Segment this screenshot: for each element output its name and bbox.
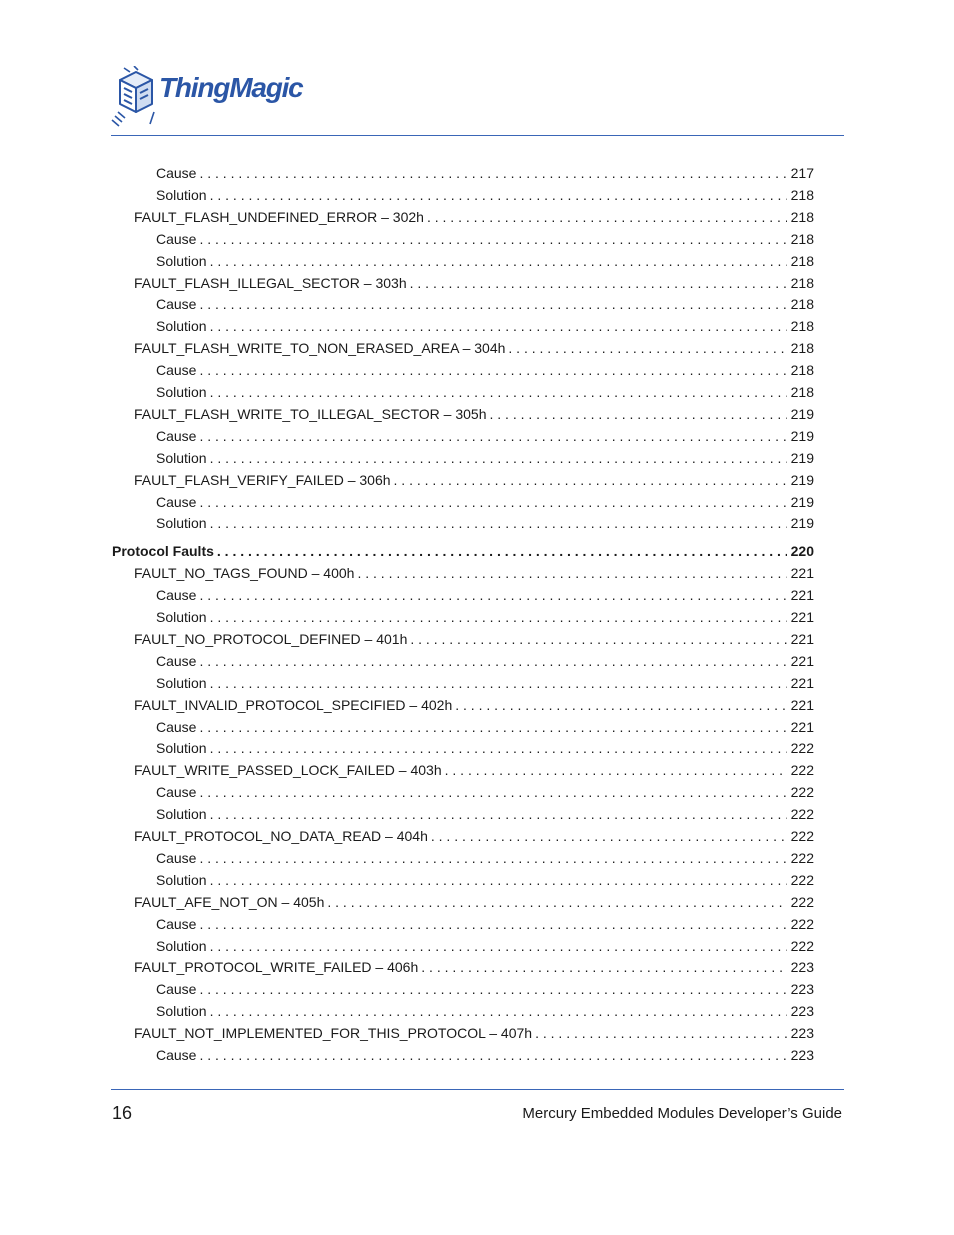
toc-entry-page: 218 <box>790 208 814 225</box>
toc-entry-page: 222 <box>790 893 814 910</box>
toc-entry-title: Solution <box>156 609 207 625</box>
toc-topic-entry[interactable] <box>134 469 814 491</box>
toc-entry-title: Solution <box>156 1003 207 1020</box>
toc-entry-title: FAULT_PROTOCOL_WRITE_FAILED – 406h <box>134 959 419 976</box>
toc-subtopic-entry[interactable] <box>156 491 814 513</box>
toc-topic-entry[interactable] <box>134 562 814 584</box>
toc-dot-leader <box>427 206 787 228</box>
toc-dot-leader <box>210 803 787 825</box>
toc-topic-entry[interactable] <box>134 694 814 716</box>
toc-topic-entry[interactable] <box>134 825 814 847</box>
toc-entry-page: 218 <box>790 252 814 269</box>
toc-entry-title: Solution <box>156 740 207 757</box>
toc-entry-title: FAULT_FLASH_WRITE_TO_NON_ERASED_AREA – 304h <box>134 340 506 357</box>
toc-entry-title: FAULT_NO_PROTOCOL_DEFINED – 401h <box>134 630 408 647</box>
toc-entry-title: FAULT_FLASH_WRITE_TO_ILLEGAL_SECTOR – 305h <box>134 405 487 422</box>
toc-topic-entry[interactable] <box>134 1022 814 1044</box>
toc-entry-page: 218 <box>790 186 814 203</box>
footer-divider <box>111 1089 844 1090</box>
toc-dot-leader <box>199 716 786 738</box>
toc-dot-leader <box>327 891 786 913</box>
toc-subtopic-entry[interactable] <box>156 803 814 825</box>
toc-dot-leader <box>199 162 786 184</box>
toc-dot-leader <box>210 869 787 891</box>
toc-entry-page: 221 <box>790 565 814 582</box>
thingmagic-logo <box>110 66 325 130</box>
toc-entry-page: 221 <box>790 652 814 669</box>
toc-entry-title: Cause <box>156 493 197 510</box>
toc-entry-title: Solution <box>156 252 207 269</box>
toc-subtopic-entry[interactable] <box>156 869 814 891</box>
toc-entry-page: 221 <box>790 609 814 625</box>
toc-topic-entry[interactable] <box>134 403 814 425</box>
toc-dot-leader <box>199 847 786 869</box>
toc-entry-page: 221 <box>790 587 814 604</box>
toc-entry-title: FAULT_FLASH_ILLEGAL_SECTOR – 303h <box>134 274 407 291</box>
thingmagic-cube-icon <box>110 66 160 130</box>
header-divider <box>111 135 844 136</box>
toc-entry-page: 221 <box>790 630 814 647</box>
toc-subtopic-entry[interactable] <box>156 978 814 1000</box>
toc-entry-title: Cause <box>156 587 197 604</box>
toc-dot-leader <box>357 562 786 584</box>
toc-topic-entry[interactable] <box>134 272 814 294</box>
toc-dot-leader <box>199 584 786 606</box>
toc-entry-title: FAULT_PROTOCOL_NO_DATA_READ – 404h <box>134 828 428 844</box>
document-title: Mercury Embedded Modules Developer’s Guide <box>522 1105 842 1122</box>
toc-topic-entry[interactable] <box>134 337 814 359</box>
toc-topic-entry[interactable] <box>134 759 814 781</box>
toc-dot-leader <box>445 759 787 781</box>
toc-entry-title: Cause <box>156 1047 197 1063</box>
toc-entry-page: 222 <box>790 871 814 888</box>
toc-entry-page: 218 <box>790 274 814 291</box>
page-number: 16 <box>112 1103 133 1123</box>
toc-dot-leader <box>199 781 786 803</box>
toc-subtopic-entry[interactable] <box>156 1044 814 1066</box>
toc-entry-title: Cause <box>156 362 197 379</box>
toc-entry-title: FAULT_AFE_NOT_ON – 405h <box>134 893 325 910</box>
toc-entry-title: FAULT_INVALID_PROTOCOL_SPECIFIED – 402h <box>134 696 453 713</box>
toc-dot-leader <box>421 956 786 978</box>
toc-dot-leader <box>210 250 787 272</box>
logo-wordmark: ThingMagic <box>159 72 303 103</box>
toc-entry-title: Solution <box>156 449 207 466</box>
toc-entry-page: 220 <box>790 543 814 560</box>
toc-subtopic-entry[interactable] <box>156 737 814 759</box>
toc-entry-page: 222 <box>790 915 814 932</box>
toc-subtopic-entry[interactable] <box>156 716 814 738</box>
toc-entry-page: 223 <box>790 1025 814 1042</box>
toc-entry-title: Cause <box>156 915 197 932</box>
toc-entry-page: 222 <box>790 740 814 757</box>
toc-entry-title: Cause <box>156 165 197 181</box>
toc-subtopic-entry[interactable] <box>156 228 814 250</box>
toc-entry-page: 218 <box>790 340 814 357</box>
toc-entry-page: 218 <box>790 296 814 313</box>
toc-dot-leader <box>199 650 786 672</box>
toc-entry-title: FAULT_FLASH_UNDEFINED_ERROR – 302h <box>134 208 424 225</box>
toc-topic-entry[interactable] <box>134 891 814 913</box>
toc-entry-title: Cause <box>156 652 197 669</box>
toc-dot-leader <box>210 315 787 337</box>
toc-dot-leader <box>210 606 787 628</box>
toc-topic-entry[interactable] <box>134 628 814 650</box>
toc-subtopic-entry[interactable] <box>156 381 814 403</box>
toc-dot-leader <box>489 403 786 425</box>
toc-entry-page: 219 <box>790 471 814 488</box>
toc-entry-page: 219 <box>790 427 814 444</box>
toc-entry-page: 223 <box>790 1003 814 1020</box>
toc-dot-leader <box>217 540 787 562</box>
toc-entry-page: 219 <box>790 515 814 532</box>
toc-dot-leader <box>210 512 787 534</box>
toc-subtopic-entry[interactable] <box>156 512 814 534</box>
toc-dot-leader <box>535 1022 787 1044</box>
toc-subtopic-entry[interactable] <box>156 672 814 694</box>
toc-subtopic-entry[interactable] <box>156 606 814 628</box>
toc-entry-title: Solution <box>156 186 207 203</box>
toc-entry-title: Cause <box>156 849 197 866</box>
toc-entry-page: 223 <box>790 981 814 998</box>
toc-dot-leader <box>431 825 787 847</box>
toc-subtopic-entry[interactable] <box>156 447 814 469</box>
toc-entry-title: Cause <box>156 718 197 735</box>
toc-dot-leader <box>210 381 787 403</box>
toc-subtopic-entry[interactable] <box>156 425 814 447</box>
toc-entry-title: Cause <box>156 296 197 313</box>
toc-entry-title: Protocol Faults <box>112 543 214 560</box>
toc-entry-page: 219 <box>790 493 814 510</box>
toc-section-entry[interactable] <box>112 540 814 562</box>
toc-entry-page: 222 <box>790 806 814 823</box>
toc-dot-leader <box>210 447 787 469</box>
toc-entry-title: Cause <box>156 784 197 801</box>
toc-entry-page: 221 <box>790 718 814 735</box>
toc-dot-leader <box>410 628 786 650</box>
toc-entry-title: Solution <box>156 806 207 823</box>
toc-entry-title: Solution <box>156 515 207 532</box>
toc-entry-title: Cause <box>156 981 197 998</box>
toc-entry-title: Solution <box>156 318 207 335</box>
toc-subtopic-entry[interactable] <box>156 293 814 315</box>
toc-entry-title: FAULT_FLASH_VERIFY_FAILED – 306h <box>134 471 391 488</box>
toc-topic-entry[interactable] <box>134 206 814 228</box>
toc-dot-leader <box>210 1000 787 1022</box>
toc-entry-page: 222 <box>790 828 814 844</box>
toc-dot-leader <box>210 737 787 759</box>
toc-entry-page: 217 <box>790 165 814 181</box>
toc-subtopic-entry[interactable] <box>156 162 814 184</box>
toc-subtopic-entry[interactable] <box>156 913 814 935</box>
toc-dot-leader <box>199 425 786 447</box>
toc-subtopic-entry[interactable] <box>156 250 814 272</box>
toc-dot-leader <box>199 491 786 513</box>
toc-entry-page: 223 <box>790 959 814 976</box>
toc-subtopic-entry[interactable] <box>156 584 814 606</box>
toc-subtopic-entry[interactable] <box>156 781 814 803</box>
toc-entry-page: 222 <box>790 762 814 779</box>
toc-entry-page: 221 <box>790 674 814 691</box>
toc-entry-title: FAULT_NO_TAGS_FOUND – 400h <box>134 565 355 582</box>
toc-dot-leader <box>410 272 787 294</box>
toc-subtopic-entry[interactable] <box>156 935 814 957</box>
toc-entry-title: Cause <box>156 230 197 247</box>
toc-dot-leader <box>455 694 786 716</box>
toc-subtopic-entry[interactable] <box>156 1000 814 1022</box>
toc-dot-leader <box>394 469 787 491</box>
toc-topic-entry[interactable] <box>134 956 814 978</box>
toc-dot-leader <box>199 1044 786 1066</box>
toc-entry-page: 221 <box>790 696 814 713</box>
toc-subtopic-entry[interactable] <box>156 650 814 672</box>
toc-entry-title: Cause <box>156 427 197 444</box>
toc-entry-page: 218 <box>790 318 814 335</box>
toc-entry-title: FAULT_NOT_IMPLEMENTED_FOR_THIS_PROTOCOL – 407h <box>134 1025 533 1042</box>
toc-subtopic-entry[interactable] <box>156 359 814 381</box>
toc-entry-page: 222 <box>790 849 814 866</box>
toc-dot-leader <box>210 672 787 694</box>
toc-subtopic-entry[interactable] <box>156 847 814 869</box>
toc-entry-page: 218 <box>790 384 814 400</box>
toc-subtopic-entry[interactable] <box>156 315 814 337</box>
toc-dot-leader <box>199 293 786 315</box>
toc-entry-title: Solution <box>156 674 207 691</box>
toc-dot-leader <box>210 184 787 206</box>
toc-dot-leader <box>199 978 786 1000</box>
toc-entry-page: 219 <box>790 449 814 466</box>
toc-dot-leader <box>508 337 786 359</box>
toc-entry-page: 222 <box>790 784 814 801</box>
toc-subtopic-entry[interactable] <box>156 184 814 206</box>
toc-entry-page: 218 <box>790 362 814 379</box>
toc-entry-page: 219 <box>790 405 814 422</box>
toc-entry-title: FAULT_WRITE_PASSED_LOCK_FAILED – 403h <box>134 762 442 779</box>
toc-dot-leader <box>199 228 786 250</box>
toc-entry-page: 223 <box>790 1047 814 1063</box>
toc-dot-leader <box>210 935 787 957</box>
toc-entry-page: 218 <box>790 230 814 247</box>
toc-dot-leader <box>199 913 786 935</box>
toc-dot-leader <box>199 359 786 381</box>
toc-entry-page: 222 <box>790 937 814 954</box>
toc-entry-title: Solution <box>156 871 207 888</box>
toc-entry-title: Solution <box>156 384 207 400</box>
toc-entry-title: Solution <box>156 937 207 954</box>
